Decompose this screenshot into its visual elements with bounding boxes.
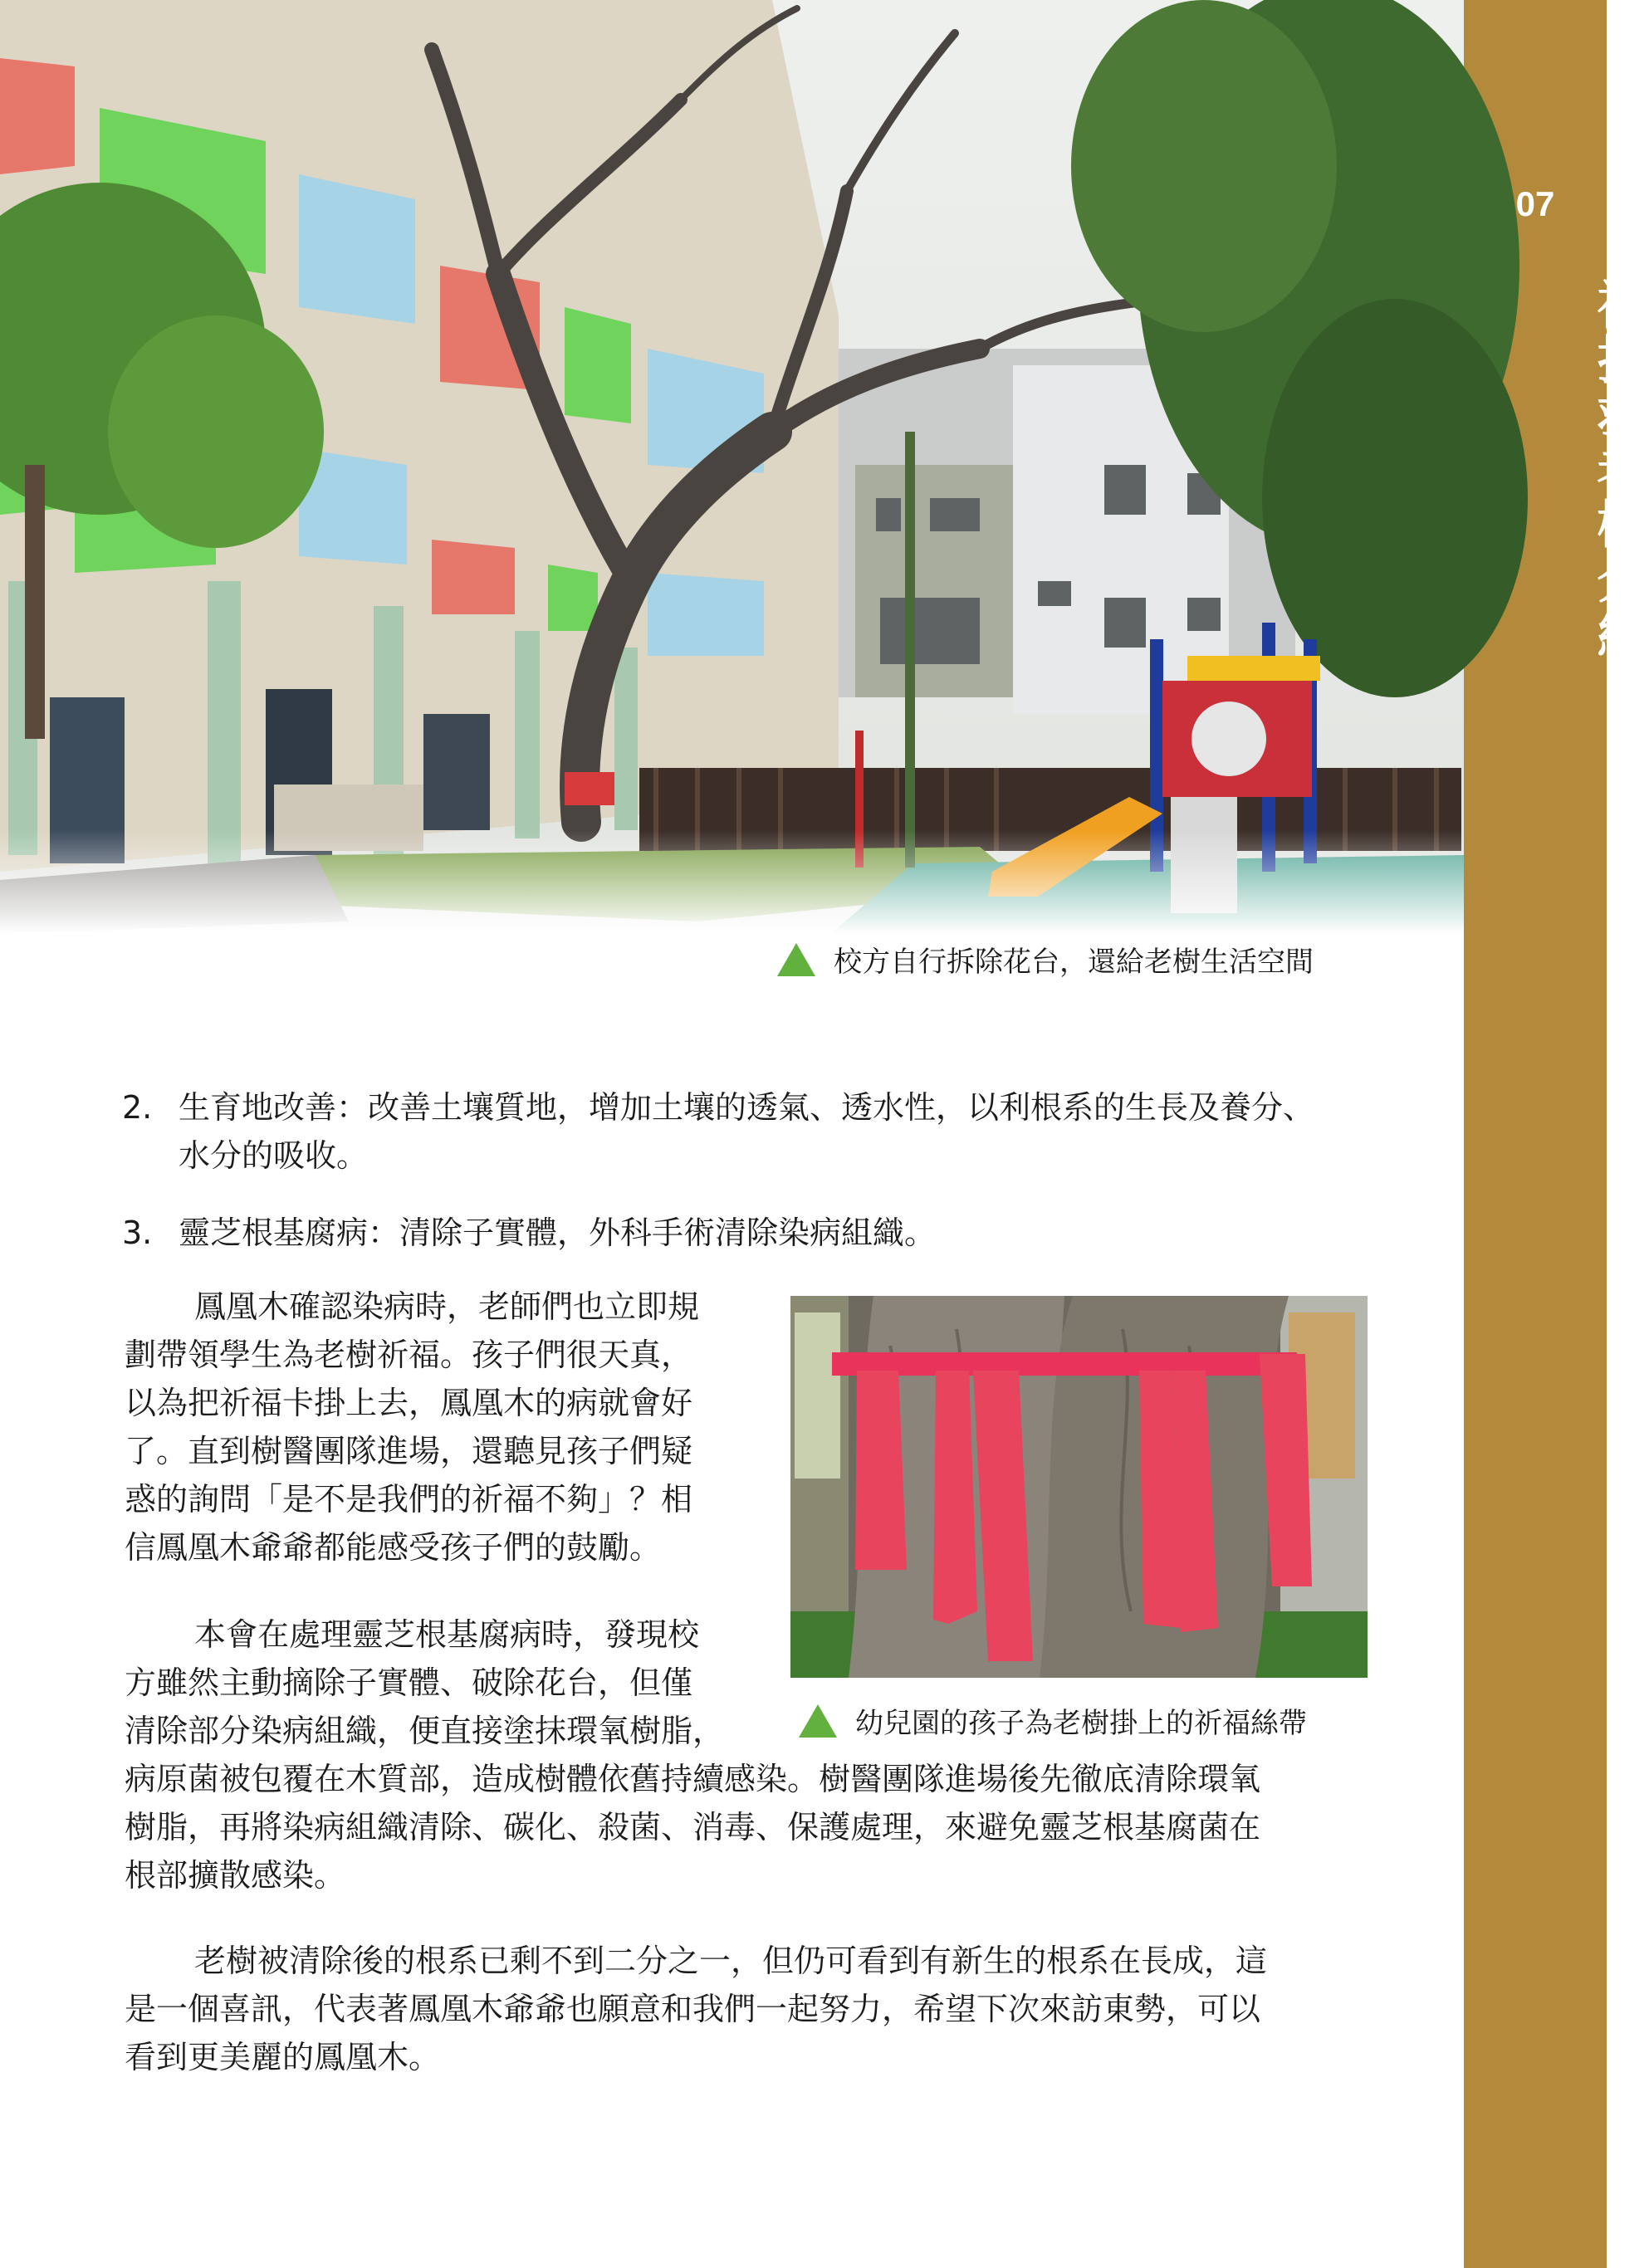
list-item-text (179, 1083, 1314, 1180)
text-line: 方雖然主動摘除子實體、破除花台，但僅 (125, 1664, 693, 1701)
text-line: 老樹被清除後的根系已剩不到二分之一，但仍可看到有新生的根系在長成，這 (194, 1943, 1268, 1979)
list-item-text (179, 1209, 936, 1257)
list-item-number: 3. (122, 1215, 153, 1251)
paragraph-1 (125, 1283, 772, 1571)
text-line: 水分的吸收。 (179, 1137, 369, 1174)
paragraph-3 (125, 1937, 1370, 2081)
text-line: 了。直到樹醫團隊進場，還聽見孩子們疑 (125, 1433, 693, 1469)
page-number: 07 (1515, 184, 1555, 223)
list-item-2 (122, 1083, 1368, 1183)
text-line: 惑的詢問「是不是我們的祈福不夠」？相 (125, 1481, 693, 1518)
chapter-title: 被搶救老樹介紹 (1588, 278, 1649, 662)
text-line: 清除部分染病組織，便直接塗抹環氧樹脂， (125, 1713, 725, 1749)
list-item-3 (122, 1209, 1368, 1259)
text-line: 劃帶領學生為老樹祈福。孩子們很天真， (125, 1337, 693, 1373)
text-line: 是一個喜訊，代表著鳳凰木爺爺也願意和我們一起努力，希望下次來訪東勢，可以 (125, 1991, 1261, 2027)
text-line: 本會在處理靈芝根基腐病時，發現校 (194, 1616, 700, 1653)
text-line: 看到更美麗的鳳凰木。 (125, 2039, 441, 2075)
text-line: 病原菌被包覆在木質部，造成樹體依舊持續感染。樹醫團隊進場後先徹底清除環氧 (125, 1761, 1261, 1797)
photo2-caption-text: 幼兒園的孩子為老樹掛上的祈福絲帶 (855, 1707, 1307, 1740)
list-item-number: 2. (122, 1089, 153, 1126)
paragraph-2 (125, 1611, 1370, 1899)
text-line: 以為把祈福卡掛上去，鳳凰木的病就會好 (125, 1385, 693, 1421)
photo1-caption-text: 校方自行拆除花台，還給老樹生活空間 (834, 946, 1314, 979)
photo1-caption (777, 939, 1314, 980)
text-line: 鳳凰木確認染病時，老師們也立即規 (194, 1288, 700, 1325)
text-line: 生育地改善：改善土壤質地，增加土壤的透氣、透水性，以利根系的生長及養分、 (179, 1089, 1315, 1126)
school-courtyard-photo (0, 0, 1464, 934)
text-line: 樹脂，再將染病組織清除、碳化、殺菌、消毒、保護處理，來避免靈芝根基腐菌在 (125, 1809, 1261, 1845)
text-line: 靈芝根基腐病：清除子實體，外科手術清除染病組織。 (179, 1215, 937, 1251)
triangle-bullet-icon (777, 943, 815, 976)
text-line: 信鳳凰木爺爺都能感受孩子們的鼓勵。 (125, 1529, 662, 1566)
text-line: 根部擴散感染。 (125, 1857, 346, 1894)
